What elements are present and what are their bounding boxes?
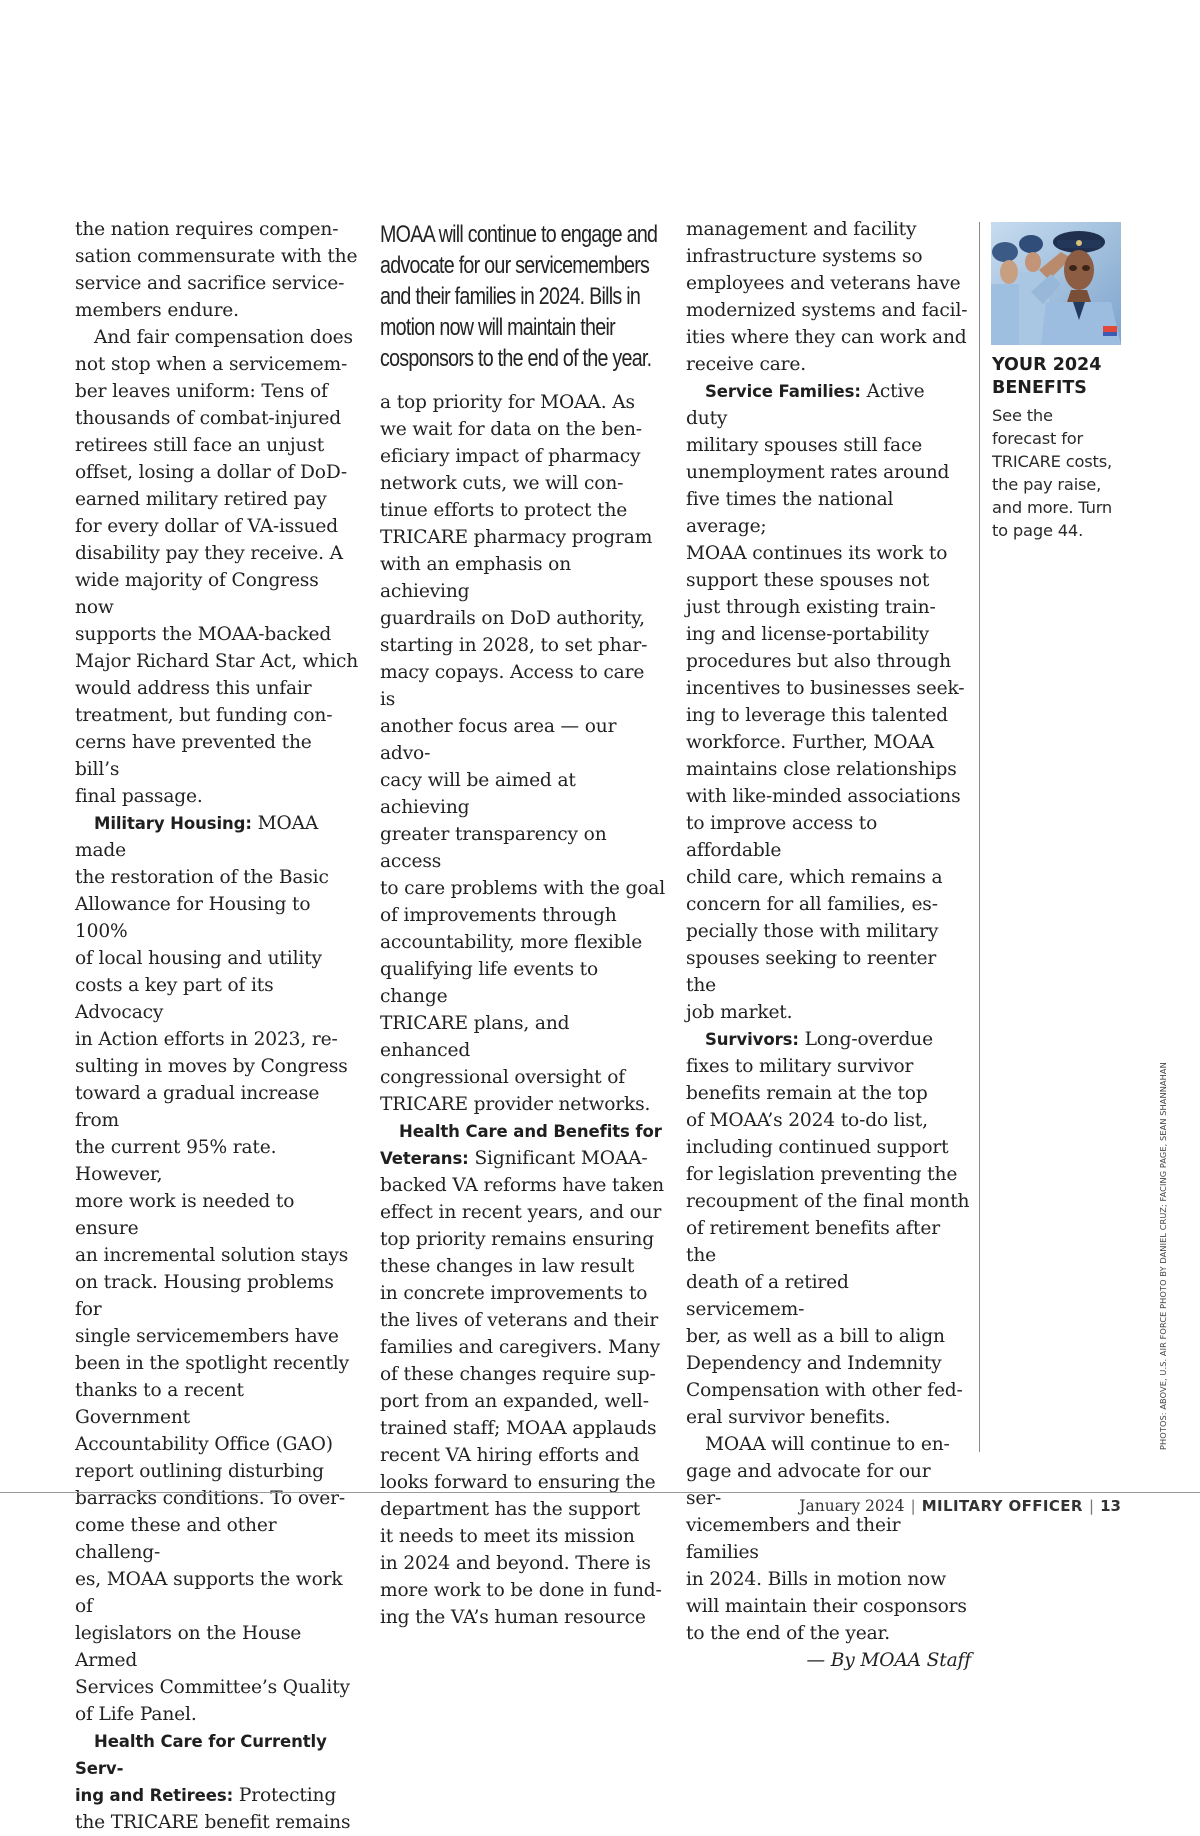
paragraph [686,1026,971,1431]
footer-rule [0,1492,1200,1493]
footer-separator: | [910,1497,916,1515]
paragraph: And fair compensation does not stop when a servicemem- ber leaves uniform: Tens of thousands of combat-injured retirees still face an unjust offset, losing a dollar of DoD- earned military retired pay for every dollar of VA-issued disability pay they receive. A wide majority of Congress now supports the MOAA-backed Major Richard Star Act, which would address this unfair treatment, but funding con- cerns have prevented the bill’s final passage. [75,327,359,807]
paragraph: management and facility infrastructure systems so employees and veterans have modernized systems and facil- ities where they can work and receive care. [686,219,968,375]
paragraph-text: Significant MOAA- backed VA reforms have taken effect in recent years, and our top priority remains ensuring these changes in law result in concrete improvements to the lives of veterans and their families and caregivers. Many of these changes require sup- port from an expanded, well- trained staff; MOAA applauds recent VA hiring efforts and looks forward to ensuring the department has the support it needs to meet its mission in 2024 and beyond. There is more work to be done in fund- ing the VA’s human resource [380,1148,665,1628]
page-footer [799,1497,1121,1515]
issue-date: January 2024 [799,1497,905,1515]
magazine-name: MILITARY OFFICER [921,1497,1083,1515]
paragraph [686,378,971,1026]
article-column-2 [380,216,665,1631]
pull-quote: MOAA will continue to engage and advocate for our servicemembers and their families in 2024. Bills in motion now will maintain their cosponsors to the end of the year. [380,221,658,372]
teaser-text: See the forecast for TRICARE costs, the pay raise, and more. Turn to page 44. [992,406,1113,540]
paragraph: the nation requires compen- sation commensurate with the service and sacrifice service- members endure. [75,219,358,321]
teaser-title: YOUR 2024 BENEFITS [992,355,1102,398]
paragraph [75,810,360,1728]
run-in-heading: Military Housing: [94,814,252,833]
run-in-heading: Health Care for Currently Serv- ing and Retirees: [75,1732,327,1805]
paragraph-text: MOAA made the restoration of the Basic Allowance for Housing to 100% of local housing and utility costs a key part of its Advocacy in Action efforts in 2023, re- sulting in moves by Congress toward a gradual increase from the current 95% rate. However, more work is needed to ensure an incremental solution stays on track. Housing problems for single servicemembers have been in the spotlight recently thanks to a recent Government Accountability Office (GAO) report outlining disturbing barracks conditions. To over- come these and other challeng- es, MOAA supports the work of legislators on the House Armed Services Committee’s Quality of Life Panel. [75,813,350,1725]
article-column-3 [686,216,971,1674]
teaser-photo [991,222,1121,345]
paragraph-text: Active duty military spouses still face unemployment rates around five times the national average; MOAA continues its work to support these spouses not just through existing train- ing and license-portability procedures but also through incentives to businesses seek- ing to leverage this talented workforce. Further, MOAA maintains close relationships with like-minded associations to improve access to affordable child care, which remains a concern for all families, es- pecially those with military spouses seeking to reenter the job market. [686,381,965,1023]
photo-credit: PHOTOS: ABOVE, U.S. AIR FORCE PHOTO BY DANIEL CRUZ; FACING PAGE, SEAN SHANNAHAN [1158,1062,1168,1450]
footer-separator: | [1088,1497,1095,1515]
paragraph: a top priority for MOAA. As we wait for data on the ben- eficiary impact of pharmacy network cuts, we will con- tinue efforts to protect the TRICARE pharmacy program with an emphasis on achieving guardrails on DoD authority, starting in 2028, to set phar- macy copays. Access to care is another focus area — our advo- cacy will be aimed at achieving greater transparency on access to care problems with the goal of improvements through accountability, more flexible qualifying life events to change TRICARE plans, and enhanced congressional oversight of TRICARE provider networks. [380,392,666,1115]
saluting-airman-image [991,222,1121,345]
paragraph [380,1118,665,1631]
run-in-heading: Survivors: [705,1030,799,1049]
byline: — By MOAA Staff [806,1650,971,1671]
paragraph-text: Long-overdue fixes to military survivor benefits remain at the top of MOAA’s 2024 to-do list, including continued support for legislation preventing the recoupment of the final month of retirement benefits after the death of a retired servicemem- ber, as well as a bill to align Dependency and Indemnity Compensation with other fed- eral survivor benefits. [686,1029,970,1428]
article-column-1 [75,216,360,1836]
paragraph: MOAA will continue to en- gage and advocate for our ser- vicemembers and their families in 2024. Bills in motion now will maintain their cosponsors to the end of the year. [686,1434,967,1644]
paragraph-text: Protecting the TRICARE benefit remains [75,1785,351,1833]
sidebar-teaser [979,222,1122,1452]
run-in-heading: Service Families: [705,382,861,401]
page-number: 13 [1100,1497,1121,1515]
run-in-heading: Health Care and Benefits for Veterans: [380,1122,662,1168]
paragraph [75,1728,360,1836]
